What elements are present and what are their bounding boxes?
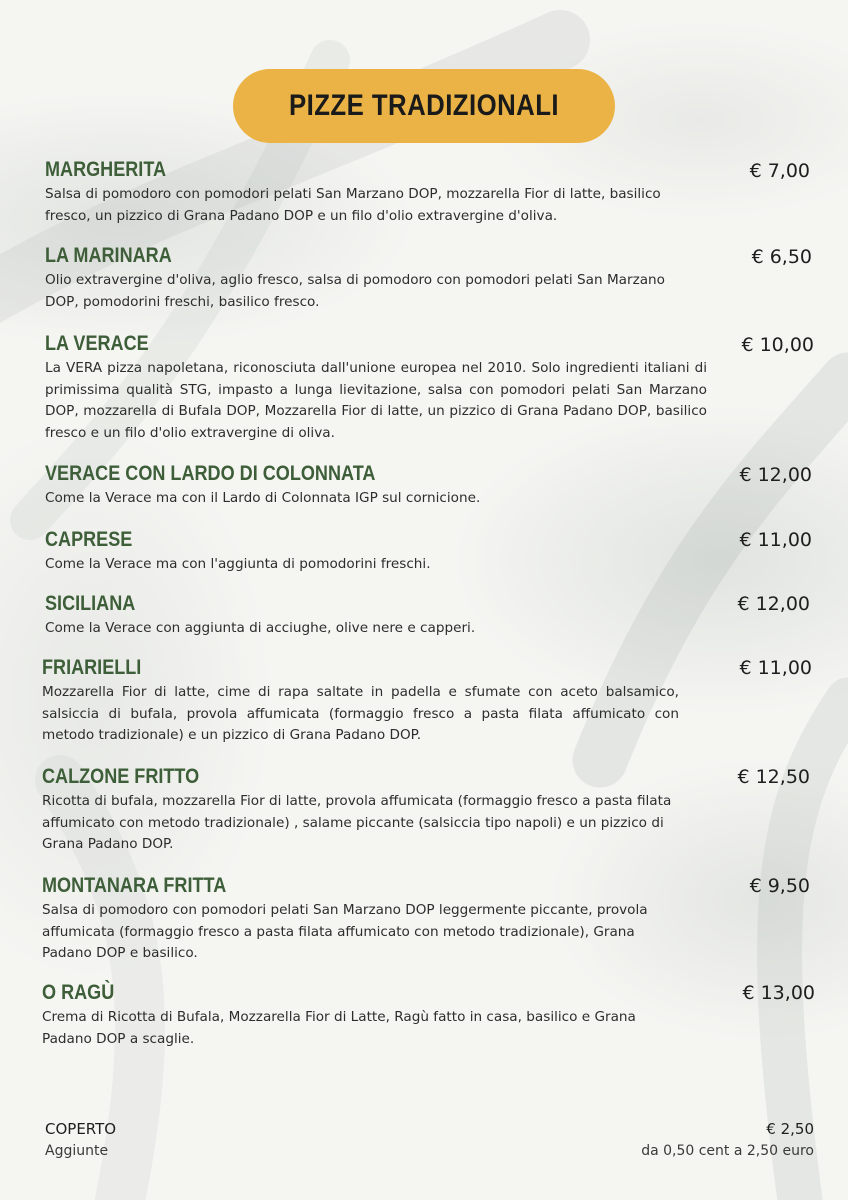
menu-item: [45, 592, 705, 640]
item-price: € 12,00: [737, 593, 810, 615]
item-description: Salsa di pomodoro con pomodori pelati San Marzano DOP, mozzarella Fior di latte, basilico fresco, un pizzico di Grana Padano DOP e un filo d'olio extravergine d'oliva.: [45, 186, 661, 224]
menu-item: [45, 528, 705, 576]
item-name: O RAGÙ: [42, 981, 115, 1004]
footer-labels: [45, 1118, 116, 1162]
item-price: € 11,00: [739, 657, 812, 679]
menu-item: [45, 158, 695, 227]
item-description: Come la Verace ma con il Lardo di Colonnata IGP sul cornicione.: [45, 490, 481, 506]
item-description: Olio extravergine d'oliva, aglio fresco, salsa di pomodoro con pomodori pelati San Marzano DOP, pomodorini freschi, basilico fresco.: [45, 272, 665, 310]
item-name: CAPRESE: [45, 528, 133, 551]
item-price: € 10,00: [741, 334, 814, 356]
item-price: € 12,00: [739, 464, 812, 486]
item-description: Salsa di pomodoro con pomodori pelati San Marzano DOP leggermente piccante, provola affumicata (formaggio fresco a pasta filata affumicato con metodo tradizionale), Grana Padano DOP e basilico.: [42, 902, 648, 961]
item-name: FRIARIELLI: [42, 656, 142, 679]
item-description: Crema di Ricotta di Bufala, Mozzarella Fior di Latte, Ragù fatto in casa, basilico e Grana Padano DOP a scaglie.: [42, 1009, 636, 1047]
footer-prices: [641, 1118, 814, 1162]
menu-item: [45, 244, 665, 313]
item-description: Come la Verace ma con l'aggiunta di pomodorini freschi.: [45, 556, 431, 572]
item-price: € 11,00: [739, 529, 812, 551]
item-name: SICILIANA: [45, 592, 136, 615]
coperto-label: COPERTO: [45, 1120, 117, 1138]
item-name: MONTANARA FRITTA: [42, 874, 227, 897]
item-description: Mozzarella Fior di latte, cime di rapa saltate in padella e sfumate con aceto balsamico, salsiccia di bufala, provola affumicata (formaggio fresco a pasta filata affumicato con metodo tradizionale) e un pizzico di Grana Padano DOP.: [42, 684, 679, 743]
item-price: € 7,00: [749, 160, 810, 182]
section-title-badge: [233, 69, 615, 143]
item-name: VERACE CON LARDO DI COLONNATA: [45, 462, 376, 485]
menu-item: [42, 765, 682, 856]
item-price: € 12,50: [737, 766, 810, 788]
menu-item: [42, 874, 682, 965]
coperto-price: € 2,50: [766, 1120, 814, 1138]
menu-item: [45, 332, 707, 444]
item-name: LA MARINARA: [45, 244, 172, 267]
item-description: La VERA pizza napoletana, riconosciuta dall'unione europea nel 2010. Solo ingredienti italiani di primissima qualità STG, impasto a lunga lievitazione, salsa con pomodori pelati San Marzano DOP, mozzarella di Bufala DOP, Mozzarella Fior di latte, un pizzico di Grana Padano DOP, basilico fresco e un filo d'olio extravergine di oliva.: [45, 360, 707, 441]
item-description: Come la Verace con aggiunta di acciughe, olive nere e capperi.: [45, 620, 476, 636]
menu-item: [45, 462, 705, 510]
item-price: € 13,00: [742, 982, 815, 1004]
item-price: € 6,50: [751, 246, 812, 268]
menu-item: [42, 981, 682, 1050]
item-description: Ricotta di bufala, mozzarella Fior di latte, provola affumicata (formaggio fresco a pasta filata affumicato con metodo tradizionale) , salame piccante (salsiccia tipo napoli) e un pizzico di Grana Padano DOP.: [42, 793, 672, 852]
menu-item: [42, 656, 679, 747]
aggiunte-price: da 0,50 cent a 2,50 euro: [641, 1143, 814, 1159]
section-title: PIZZE TRADIZIONALI: [288, 89, 560, 122]
item-price: € 9,50: [749, 875, 810, 897]
aggiunte-label: Aggiunte: [45, 1143, 109, 1159]
item-name: MARGHERITA: [45, 158, 167, 181]
item-name: CALZONE FRITTO: [42, 765, 200, 788]
item-name: LA VERACE: [45, 332, 149, 355]
